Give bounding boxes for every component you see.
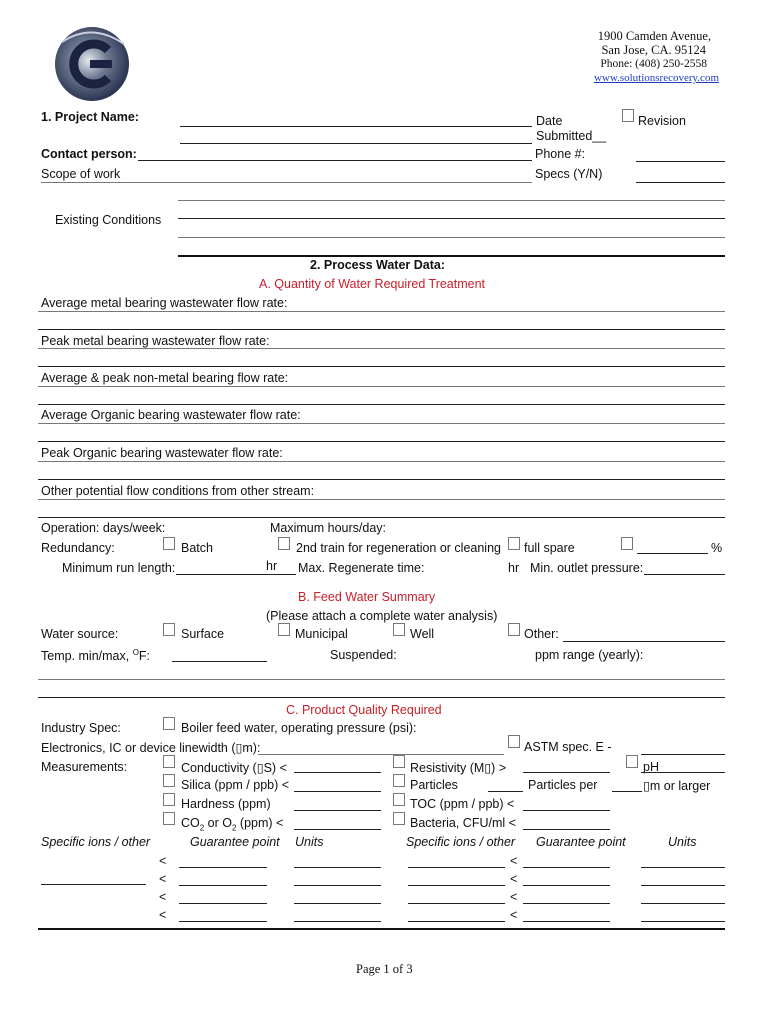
lt-2a: <: [159, 872, 167, 886]
lt-2b: <: [510, 872, 518, 886]
feed-water-title: B. Feed Water Summary: [298, 590, 436, 604]
flow-peak-organic-line-1[interactable]: [38, 461, 725, 462]
bacteria-line[interactable]: [523, 829, 610, 830]
municipal-label: Municipal: [295, 627, 348, 641]
percent-line[interactable]: [637, 553, 708, 554]
temp-label-text: Temp. min/max,: [41, 649, 133, 664]
o2-text: or O: [204, 816, 232, 830]
existing-line-2[interactable]: [178, 237, 725, 238]
measurements-label: Measurements:: [41, 760, 128, 774]
flow-avg-metal-line-2[interactable]: [38, 329, 725, 330]
ph-checkbox[interactable]: [626, 755, 638, 768]
submitted-label: Submitted__: [536, 129, 607, 143]
address-phone: Phone: (408) 250-2558: [600, 58, 707, 70]
particles-label: Particles: [410, 778, 458, 792]
scope-label: Scope of work: [41, 167, 121, 181]
min-run-length-line[interactable]: [176, 574, 296, 575]
max-regenerate-label: Max. Regenerate time:: [298, 561, 425, 575]
batch-label: Batch: [181, 541, 213, 555]
units-header: Units: [295, 835, 324, 849]
well-label: Well: [410, 627, 435, 641]
address-street: 1900 Camden Avenue,: [597, 29, 711, 43]
process-water-title: 2. Process Water Data:: [310, 258, 446, 272]
contact-person-line[interactable]: [138, 160, 532, 161]
ions-line-1b[interactable]: [408, 867, 505, 868]
conductivity-label: Conductivity (▯S) <: [181, 761, 287, 775]
guarantee-line-2b[interactable]: [523, 885, 610, 886]
toc-line[interactable]: [523, 810, 610, 811]
resistivity-label: Resistivity (M▯) >: [410, 761, 507, 775]
feed-water-line-1[interactable]: [38, 679, 725, 680]
co2-label: [181, 816, 283, 833]
particles-checkbox[interactable]: [393, 774, 405, 787]
hr-label-2: hr: [508, 561, 520, 575]
units-line-4a[interactable]: [294, 921, 381, 922]
co2-subscript: 2: [199, 823, 205, 833]
ph-line[interactable]: [641, 772, 725, 773]
flow-peak-metal-label: Peak metal bearing wastewater flow rate:: [41, 334, 270, 348]
other-source-label: Other:: [524, 627, 559, 641]
lt-4b: <: [510, 908, 518, 922]
lt-4a: <: [159, 908, 167, 922]
silica-label: Silica (ppm / ppb) <: [181, 778, 290, 792]
flow-peak-organic-line-2[interactable]: [38, 479, 725, 480]
units-line-2a[interactable]: [294, 885, 381, 886]
municipal-checkbox[interactable]: [278, 623, 290, 636]
units-line-3a[interactable]: [294, 903, 381, 904]
flow-avg-metal-line-1[interactable]: [38, 311, 725, 312]
specific-ions-header: Specific ions / other: [41, 835, 151, 849]
flow-nonmetal-line-2[interactable]: [38, 404, 725, 405]
conductivity-checkbox[interactable]: [163, 755, 175, 768]
guarantee-line-3a[interactable]: [179, 903, 267, 904]
flow-other-label: Other potential flow conditions from other stream:: [41, 484, 315, 498]
suspended-label: Suspended:: [330, 648, 397, 662]
min-outlet-pressure-label: Min. outlet pressure:: [530, 561, 644, 575]
batch-checkbox[interactable]: [163, 537, 175, 550]
flow-peak-metal-line-2[interactable]: [38, 366, 725, 367]
silica-line[interactable]: [294, 791, 381, 792]
guarantee-line-1a[interactable]: [179, 867, 267, 868]
surface-label: Surface: [181, 627, 225, 641]
surface-checkbox[interactable]: [163, 623, 175, 636]
flow-other-line-2[interactable]: [38, 517, 725, 518]
temp-line[interactable]: [172, 661, 267, 662]
hardness-label: Hardness (ppm): [181, 797, 271, 811]
full-spare-label: full spare: [524, 541, 575, 555]
percent-label: %: [711, 541, 723, 555]
ions-line-3b[interactable]: [408, 903, 505, 904]
bottom-divider: [38, 928, 725, 930]
date-label: Date: [536, 114, 563, 128]
max-hours-label: Maximum hours/day:: [270, 521, 387, 535]
bacteria-checkbox[interactable]: [393, 812, 405, 825]
co2-line[interactable]: [294, 829, 381, 830]
hr-label-1: hr: [266, 559, 278, 573]
project-name-line-2[interactable]: [180, 143, 532, 144]
flow-peak-organic-label: Peak Organic bearing wastewater flow rate:: [41, 446, 283, 460]
particles-per-label: Particles per: [528, 778, 598, 792]
other-source-checkbox[interactable]: [508, 623, 520, 636]
guarantee-point-header-2: Guarantee point: [536, 835, 626, 849]
specs-label: Specs (Y/N): [535, 167, 603, 181]
min-outlet-pressure-line[interactable]: [644, 574, 725, 575]
quantity-subtitle: A. Quantity of Water Required Treatment: [259, 277, 486, 291]
m-or-larger-label: ▯m or larger: [643, 779, 711, 793]
co2-text: CO: [181, 816, 200, 830]
flow-peak-metal-line-1[interactable]: [38, 348, 725, 349]
units-line-2b[interactable]: [641, 885, 725, 886]
degree-symbol: O: [132, 648, 139, 657]
operation-days-label: Operation: days/week:: [41, 521, 166, 535]
phone-label: Phone #:: [535, 147, 586, 161]
feed-water-line-2[interactable]: [38, 697, 725, 698]
ions-line-2a[interactable]: [41, 884, 146, 885]
flow-avg-organic-line-1[interactable]: [38, 423, 725, 424]
min-run-length-label: Minimum run length:: [62, 561, 176, 575]
percent-checkbox[interactable]: [621, 537, 633, 550]
boiler-feed-checkbox[interactable]: [163, 717, 175, 730]
scope-line[interactable]: [41, 182, 532, 183]
well-checkbox[interactable]: [393, 623, 405, 636]
co2-unit-text: (ppm) <: [236, 816, 284, 830]
water-source-label: Water source:: [41, 627, 119, 641]
flow-avg-metal-label: Average metal bearing wastewater flow rate:: [41, 296, 288, 310]
website-link[interactable]: www.solutionsrecovery.com: [593, 72, 719, 84]
water-analysis-note: (Please attach a complete water analysis): [266, 609, 498, 623]
astm-label: ASTM spec. E -: [524, 740, 612, 754]
units-line-3b[interactable]: [641, 903, 725, 904]
flow-other-line-1[interactable]: [38, 499, 725, 500]
toc-checkbox[interactable]: [393, 793, 405, 806]
o2-subscript: 2: [232, 823, 237, 833]
units-line-4b[interactable]: [641, 921, 725, 922]
project-name-line-1[interactable]: [180, 126, 532, 127]
electronics-label: Electronics, IC or device linewidth (▯m):: [41, 741, 261, 755]
conductivity-line[interactable]: [294, 772, 381, 773]
guarantee-line-1b[interactable]: [523, 867, 610, 868]
hardness-line[interactable]: [294, 810, 381, 811]
flow-avg-organic-label: Average Organic bearing wastewater flow rate:: [41, 408, 301, 422]
second-train-checkbox[interactable]: [278, 537, 290, 550]
company-logo: [52, 22, 132, 102]
lt-1a: <: [159, 854, 167, 868]
lt-1b: <: [510, 854, 518, 868]
hardness-checkbox[interactable]: [163, 793, 175, 806]
units-line-1b[interactable]: [641, 867, 725, 868]
particles-per-line[interactable]: [612, 791, 642, 792]
other-source-line[interactable]: [563, 641, 725, 642]
guarantee-point-header: Guarantee point: [190, 835, 280, 849]
existing-conditions-label: Existing Conditions: [55, 213, 162, 227]
electronics-line[interactable]: [258, 754, 504, 755]
contact-person-label: Contact person:: [41, 147, 137, 161]
guarantee-line-4b[interactable]: [523, 921, 610, 922]
flow-nonmetal-label: Average & peak non-metal bearing flow rate:: [41, 371, 289, 385]
lt-3a: <: [159, 890, 167, 904]
astm-checkbox[interactable]: [508, 735, 520, 748]
redundancy-label: Redundancy:: [41, 541, 115, 555]
guarantee-line-2a[interactable]: [179, 885, 267, 886]
flow-nonmetal-line-1[interactable]: [38, 386, 725, 387]
revision-label: Revision: [638, 114, 686, 128]
industry-spec-label: Industry Spec:: [41, 721, 121, 735]
resistivity-line[interactable]: [523, 772, 610, 773]
flow-avg-organic-line-2[interactable]: [38, 441, 725, 442]
section-divider-1: [178, 255, 725, 257]
scope-line-2[interactable]: [178, 200, 725, 201]
phone-line[interactable]: [636, 161, 725, 162]
revision-checkbox[interactable]: [622, 109, 634, 122]
product-quality-title: C. Product Quality Required: [286, 703, 442, 717]
project-name-label: 1. Project Name:: [41, 110, 139, 124]
second-train-label: 2nd train for regeneration or cleaning: [296, 541, 501, 555]
temp-unit: F:: [138, 649, 151, 664]
full-spare-checkbox[interactable]: [508, 537, 520, 550]
address-city: San Jose, CA. 95124: [601, 43, 706, 57]
lt-3b: <: [510, 890, 518, 904]
ions-line-4b[interactable]: [408, 921, 505, 922]
guarantee-line-4a[interactable]: [179, 921, 267, 922]
resistivity-checkbox[interactable]: [393, 755, 405, 768]
units-line-1a[interactable]: [294, 867, 381, 868]
astm-line[interactable]: [641, 754, 725, 755]
bacteria-label: Bacteria, CFU/ml <: [410, 816, 516, 830]
particles-line[interactable]: [488, 791, 523, 792]
guarantee-line-3b[interactable]: [523, 903, 610, 904]
toc-label: TOC (ppm / ppb) <: [410, 797, 515, 811]
specs-line[interactable]: [636, 182, 725, 183]
boiler-feed-label: Boiler feed water, operating pressure (psi):: [181, 721, 417, 735]
ph-label: pH: [643, 760, 659, 774]
temp-label: [41, 648, 150, 663]
ions-line-2b[interactable]: [408, 885, 505, 886]
co2-checkbox[interactable]: [163, 812, 175, 825]
page-number: Page 1 of 3: [356, 962, 413, 976]
specific-ions-header-2: Specific ions / other: [406, 835, 516, 849]
units-header-2: Units: [668, 835, 697, 849]
silica-checkbox[interactable]: [163, 774, 175, 787]
existing-line-1[interactable]: [178, 218, 725, 219]
ppm-range-label: ppm range (yearly):: [535, 648, 644, 662]
